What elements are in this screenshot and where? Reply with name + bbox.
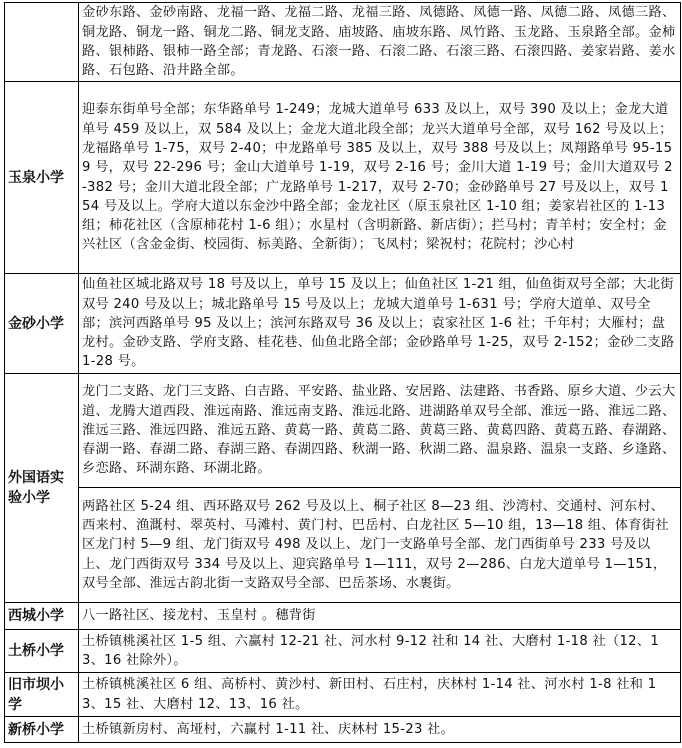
table-row — [5, 274, 681, 374]
table-row — [5, 717, 681, 743]
district-area-cell: 龙门二支路、龙门三支路、白吉路、平安路、盐业路、安居路、法建路、书香路、原乡大道、少云大道、龙腾大道西段、淮远南路、淮远南支路、淮远北路、进湖路单双号全部、淮远一路、淮远二路、淮远三路、淮远四路、淮远五路、黄葛一路、黄葛二路、黄葛三路、黄葛四路、黄葛五路、春湖路、春湖一路、春湖二路、春湖三路、春湖四路、秋湖一路、秋湖二路、温泉路、温泉一支路、乡逢路、乡恋路、环湖东路、环湖北路。 — [79, 374, 681, 488]
district-area-cell: 两路社区 5-24 组、西环路双号 262 号及以上、桐子社区 8—23 组、沙湾村、交通村、河东村、西来村、渔溉村、翠英村、马滩村、黄门村、巴岳村、白龙社区 5—10 组，13—18 组、体育街社区龙门村 5—9 组、龙门街双号 498 及以上、龙门一支路单号全部、龙门西街单号 233 号及以上、龙门西街双号 334 号及以上、迎宾路单号 1—111，双号 2—286、白龙大道单号 1—151，双号全部、淮远古韵北街一支路双号全部、巴岳茶场、水裹街。 — [79, 488, 681, 603]
school-name-cell: 金砂小学 — [5, 274, 79, 374]
table-row — [5, 82, 681, 274]
school-name-cell — [5, 3, 79, 82]
table-row — [5, 603, 681, 630]
school-name-cell: 外国语实验小学 — [5, 374, 79, 603]
district-area-cell: 土桥镇桃溪社区 6 组、高桥村、黄沙村、新田村、石庄村，庆林村 1-14 社、河水村 1-8 社和 13、15 社、大磨村 12、13、16 社。 — [79, 673, 681, 717]
district-area-cell: 金砂东路、金砂南路、龙福一路、龙福二路、龙福三路、凤德路、凤德一路、凤德二路、凤德三路、铜龙路、铜龙一路、铜龙二路、铜龙支路、庙坡路、庙坡东路、凤竹路、玉龙路、玉泉路全部。金柿路、银柿路、银柿一路全部；青龙路、石滚一路、石滚二路、石滚三路、石滚四路、姜家岩路、姜水路、石包路、沿井路全部。 — [79, 3, 681, 82]
district-area-cell: 八一路社区、接龙村、玉皇村 。穗背街 — [79, 603, 681, 630]
district-area-cell: 土桥镇桃溪社区 1-5 组、六赢村 12-21 社、河水村 9-12 社和 14 社、大磨村 1-18 社（12、13、16 社除外）。 — [79, 630, 681, 673]
table-row — [5, 630, 681, 673]
school-name-cell: 土桥小学 — [5, 630, 79, 673]
school-name-cell: 西城小学 — [5, 603, 79, 630]
district-area-cell: 仙鱼社区城北路双号 18 号及以上，单号 15 及以上；仙鱼社区 1-21 组，仙鱼街双号全部；大北街双号 240 号及以上；城北路单号 15 号及以上；龙城大道单号 1-631 号；学府大道单、双号全部；滨河西路单号 95 及以上；滨河东路双号 36 及以上；袁家社区 1-6 社；千年村；大雁村；盘龙村。金砂支路、学府支路、桂花巷、仙鱼北路全部；金砂路单号 1-25，双号 2-152；金砂二支路 1-28 号。 — [79, 274, 681, 374]
school-name-cell: 旧市坝小学 — [5, 673, 79, 717]
school-district-table — [4, 2, 681, 743]
school-name-cell: 新桥小学 — [5, 717, 79, 743]
table-row — [5, 3, 681, 82]
table-row — [5, 488, 681, 603]
district-area-cell: 土桥镇新房村、高垭村，六赢村 1-11 社、庆林村 15-23 社。 — [79, 717, 681, 743]
district-area-cell: 迎泰东街单号全部；东华路单号 1-249；龙城大道单号 633 及以上，双号 390 及以上；金龙大道单号 459 及以上，双 584 及以上；金龙大道北段全部；龙兴大道单号全部，双号 162 号及以上；龙福路单号 1-75，双号 2-40；中龙路单号 385 及以上，双号 388 号及以上；凤翔路单号 95-159 号，双号 22-296 号；金山大道单号 1-19，双号 2-16 号；金川大道 1-19 号；金川大道双号 2-382 号；金川大道北段全部；广龙路单号 1-217，双号 2-70；金砂路单号 27 号及以上，双号 154 号及以上。学府大道以东金沙中路全部；金龙社区（原玉泉社区 1-10 组；姜家岩社区的 1-13 组；柿花社区（含原柿花村 1-6 组）；水星村（含明新路、新店街）；拦马村；青羊村；安全村；金兴社区（含金金街、校园街、标美路、全新街）；飞凤村；梁祝村；花院村；沙心村 — [79, 82, 681, 274]
table-row — [5, 374, 681, 488]
table-row — [5, 673, 681, 717]
school-name-cell: 玉泉小学 — [5, 82, 79, 274]
